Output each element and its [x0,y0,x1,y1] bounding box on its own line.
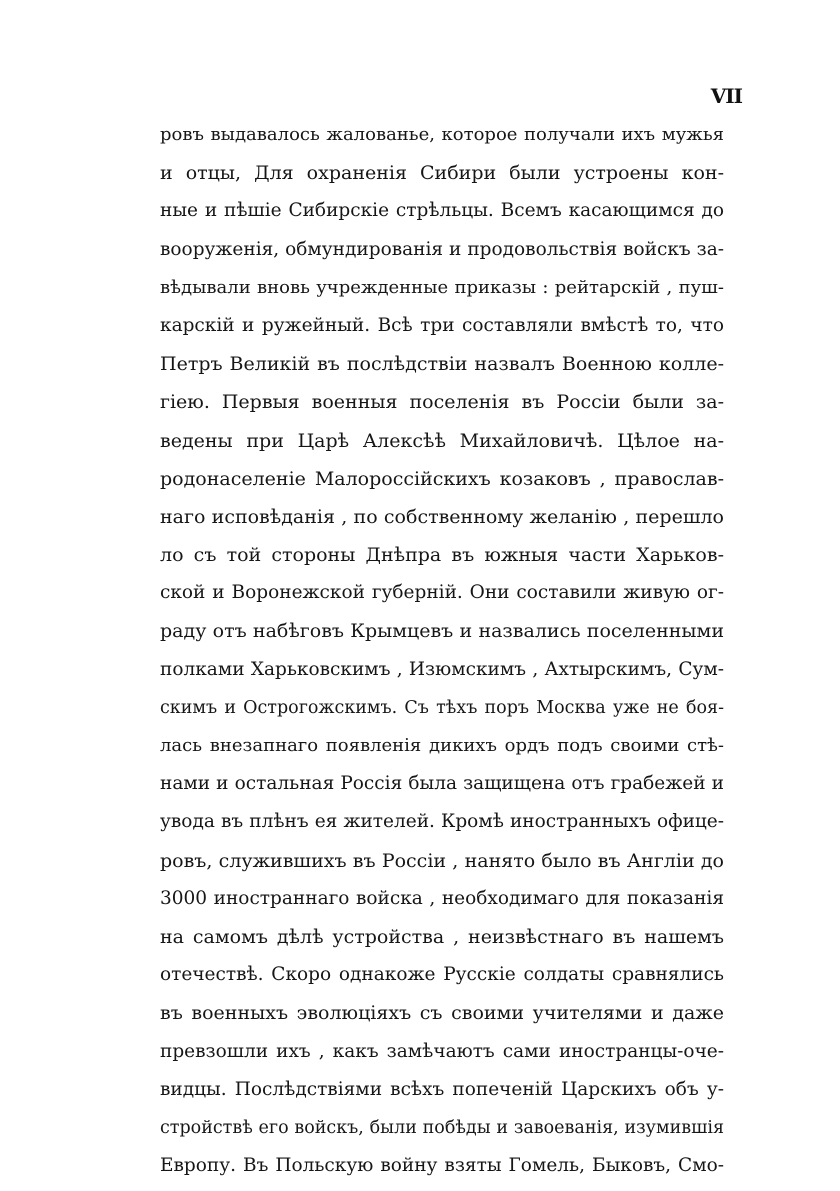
text-line: лась внезапнаго появленія дикихъ ордъ подъ своими стѣ- [160,735,724,756]
text-line: полками Харьковскимъ , Изюмскимъ , Ахтырскимъ, Сум- [160,658,724,680]
text-line: ло съ той стороны Днѣпра въ южныя части Харьков- [160,544,724,567]
text-line: въ военныхъ эволюціяхъ съ своими учителями и даже [160,1002,724,1025]
text-line: ные и пѣшіе Сибирскіе стрѣльцы. Всемъ касающимся до [160,200,724,222]
text-line: карскій и ружейный. Всѣ три составляли вмѣстѣ то, что [160,314,724,336]
text-line: стройствѣ его войскъ, были побѣды и завоеванія, изумившія [160,1117,724,1138]
text-line: ской и Воронежской губерній. Они составили живую ог- [160,582,724,604]
text-line: скимъ и Острогожскимъ. Съ тѣхъ поръ Москва уже не боя- [160,697,724,718]
text-line: и отцы, Для охраненія Сибири были устроены кон- [160,162,724,185]
text-line: наго исповѣданія , по собственному желанію , перешло [160,505,724,528]
text-line: видцы. Послѣдствіями всѣхъ попеченій Царскихъ объ у- [160,1078,724,1100]
page-number: VII [710,84,742,108]
text-line: увода въ плѣнъ ея жителей. Кромѣ иностранныхъ офице- [160,811,724,833]
text-line: Европу. Въ Польскую войну взяты Гомель, Быковъ, Смо- [160,1155,724,1177]
text-line: ровъ выдавалось жалованье, которое получали ихъ мужья [160,124,724,145]
text-line: ведены при Царѣ Алексѣѣ Михайловичѣ. Цѣлое на- [160,429,724,452]
body-text [160,116,724,1185]
text-line: Петръ Великій въ послѣдствіи назвалъ Военною колле- [160,353,724,376]
text-line: родонаселеніе Малороссійскихъ козаковъ , православ- [160,467,724,490]
text-line: вѣдывали вновь учрежденные приказы : рейтарскій , пуш- [160,276,724,298]
text-line: 3000 иностраннаго войска , необходимаго для показанія [160,887,724,909]
text-line: ровъ, служившихъ въ Россіи , нанято было въ Англіи до [160,849,724,872]
text-line: превзошли ихъ , какъ замѣчаютъ сами иностранцы-оче- [160,1040,724,1062]
text-line: нами и остальная Россія была защищена отъ грабежей и [160,773,724,795]
text-line: на самомъ дѣлѣ устройства , неизвѣстнаго въ нашемъ [160,925,724,948]
text-line: гіею. Первыя военныя поселенія въ Россіи были за- [160,391,724,414]
text-line: вооруженія, обмундированія и продовольствія войскъ за- [160,238,724,260]
text-line: отечествѣ. Скоро однакоже Русскіе солдаты сравнялись [160,964,724,986]
text-line: раду отъ набѣговъ Крымцевъ и назвались поселенными [160,620,724,643]
